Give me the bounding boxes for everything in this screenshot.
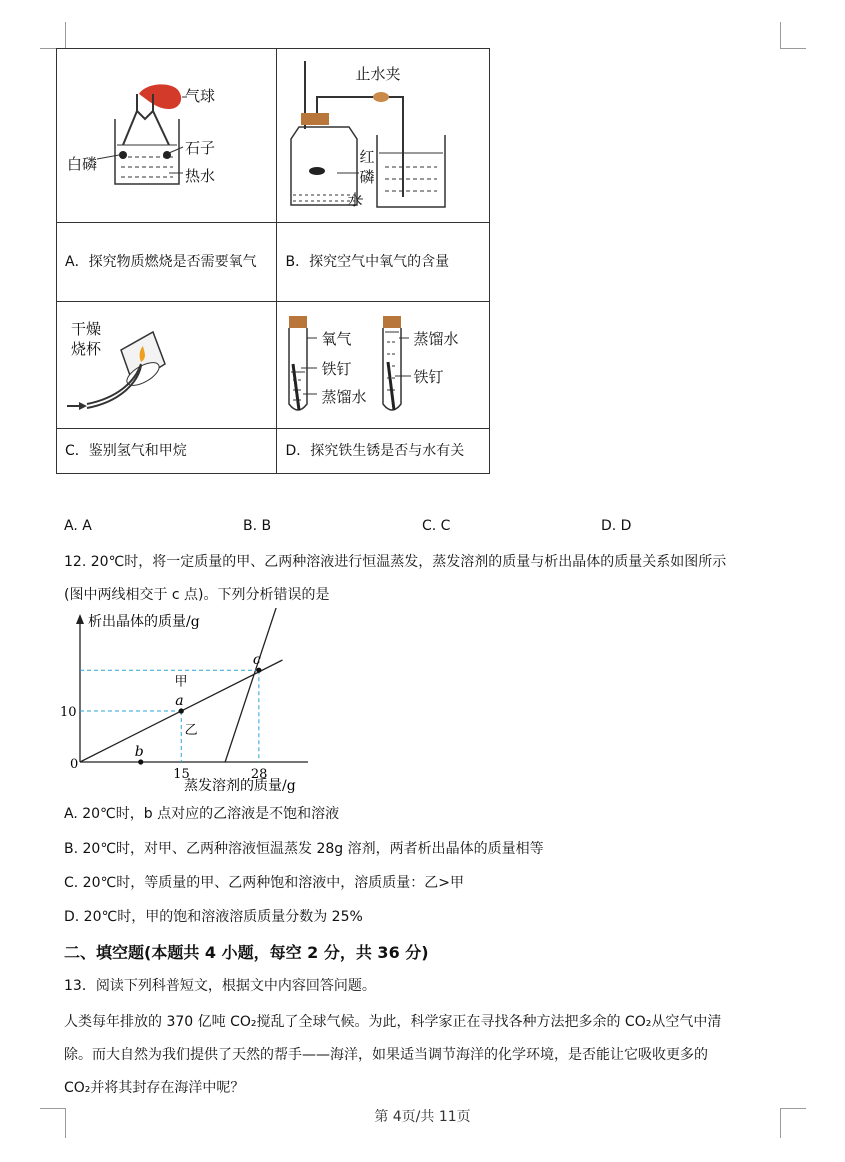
page-footer: 第 4页/共 11页 [374, 1109, 471, 1125]
q12-option-b: B. 20℃时，对甲、乙两种溶液恒温蒸发 28g 溶剂，两者析出晶体的质量相等 [64, 841, 544, 857]
q12-stem-line1: 12. 20℃时，将一定质量的甲、乙两种溶液进行恒温蒸发，蒸发溶剂的质量与析出晶体的质量关系如图所示 [64, 554, 727, 570]
label-iron-nail-2: 铁钉 [413, 368, 444, 386]
point-label-b: b [134, 744, 144, 760]
crop-mark [780, 22, 781, 48]
figure-b-cell [277, 49, 490, 223]
figure-c-cell [57, 302, 277, 429]
q12-stem-line2: (图中两线相交于 c 点)。下列分析错误的是 [64, 587, 330, 603]
point-c [256, 668, 261, 673]
point-label-c: c [252, 652, 261, 669]
y-axis-arrow [76, 614, 84, 624]
q12-option-a: A. 20℃时，b 点对应的乙溶液是不饱和溶液 [64, 806, 340, 822]
label-balloon: 气球 [185, 87, 216, 105]
crystal-mass-chart [56, 608, 316, 798]
series-label-jia: 甲 [174, 674, 188, 690]
figure-a-cell [57, 49, 277, 223]
label-stone: 石子 [185, 139, 216, 157]
q12-option-c: C. 20℃时，等质量的甲、乙两种饱和溶液中，溶质质量：乙>甲 [64, 875, 464, 891]
iron-rust-test-tubes-diagram [277, 302, 489, 428]
label-distilled-water-1: 蒸馏水 [321, 388, 367, 406]
choice-c: C. C [422, 518, 451, 534]
crop-mark [780, 48, 806, 49]
x-tick-28: 28 [250, 767, 268, 782]
y-tick-10: 10 [60, 705, 77, 720]
point-a [179, 708, 184, 713]
label-iron-nail-1: 铁钉 [321, 360, 352, 378]
x-axis-label: 蒸发溶剂的质量/g [184, 778, 296, 794]
option-a-text: A．探究物质燃烧是否需要氧气 [65, 254, 257, 270]
label-dry-cup-line2: 烧杯 [71, 340, 102, 358]
choice-b: B. B [243, 518, 272, 534]
figure-d-cell [277, 302, 490, 429]
label-clamp: 止水夹 [355, 65, 401, 83]
label-white-phosphorus: 白磷 [67, 155, 98, 173]
combustion-apparatus-diagram [57, 49, 277, 222]
label-dry-cup-line1: 干燥 [71, 320, 102, 338]
x-tick-15: 15 [173, 767, 190, 782]
options-table [56, 48, 490, 474]
option-d-text: D．探究铁生锈是否与水有关 [285, 443, 465, 459]
point-b [138, 759, 143, 764]
q13-paragraph-line1: 人类每年排放的 370 亿吨 CO₂搅乱了全球气候。为此，科学家正在寻找各种方法把多余的 CO₂从空气中清 [64, 1014, 722, 1030]
choice-a: A. A [64, 518, 92, 534]
option-c-text: C．鉴别氢气和甲烷 [65, 443, 187, 459]
crop-mark [65, 22, 66, 48]
point-label-a: a [175, 693, 184, 709]
label-red-phosphorus: 红磷 [359, 148, 375, 186]
origin-label: 0 [70, 757, 79, 772]
label-water: 水 [347, 191, 363, 209]
option-d-cell [277, 429, 490, 474]
option-c-cell [57, 429, 277, 474]
option-b-text: B．探究空气中氧气的含量 [285, 254, 450, 270]
choice-d: D. D [601, 518, 632, 534]
q13-intro: 13．阅读下列科普短文，根据文中内容回答问题。 [64, 978, 376, 994]
label-distilled-water-2: 蒸馏水 [413, 330, 459, 348]
q13-paragraph-line2: 除。而大自然为我们提供了天然的帮手——海洋，如果适当调节海洋的化学环境，是否能让它吸收更多的 [64, 1047, 708, 1063]
label-hot-water: 热水 [185, 167, 216, 185]
y-axis-label: 析出晶体的质量/g [88, 614, 200, 630]
option-b-cell [277, 223, 490, 302]
section-heading: 二、填空题(本题共 4 小题，每空 2 分，共 36 分) [64, 943, 429, 962]
series-line-1 [225, 608, 296, 762]
q12-option-d: D. 20℃时，甲的饱和溶液溶质质量分数为 25% [64, 909, 363, 925]
option-a-cell [57, 223, 277, 302]
series-label-yi: 乙 [184, 722, 198, 738]
label-oxygen: 氧气 [321, 330, 352, 348]
q13-paragraph-line3: CO₂并将其封存在海洋中呢？ [64, 1080, 245, 1096]
